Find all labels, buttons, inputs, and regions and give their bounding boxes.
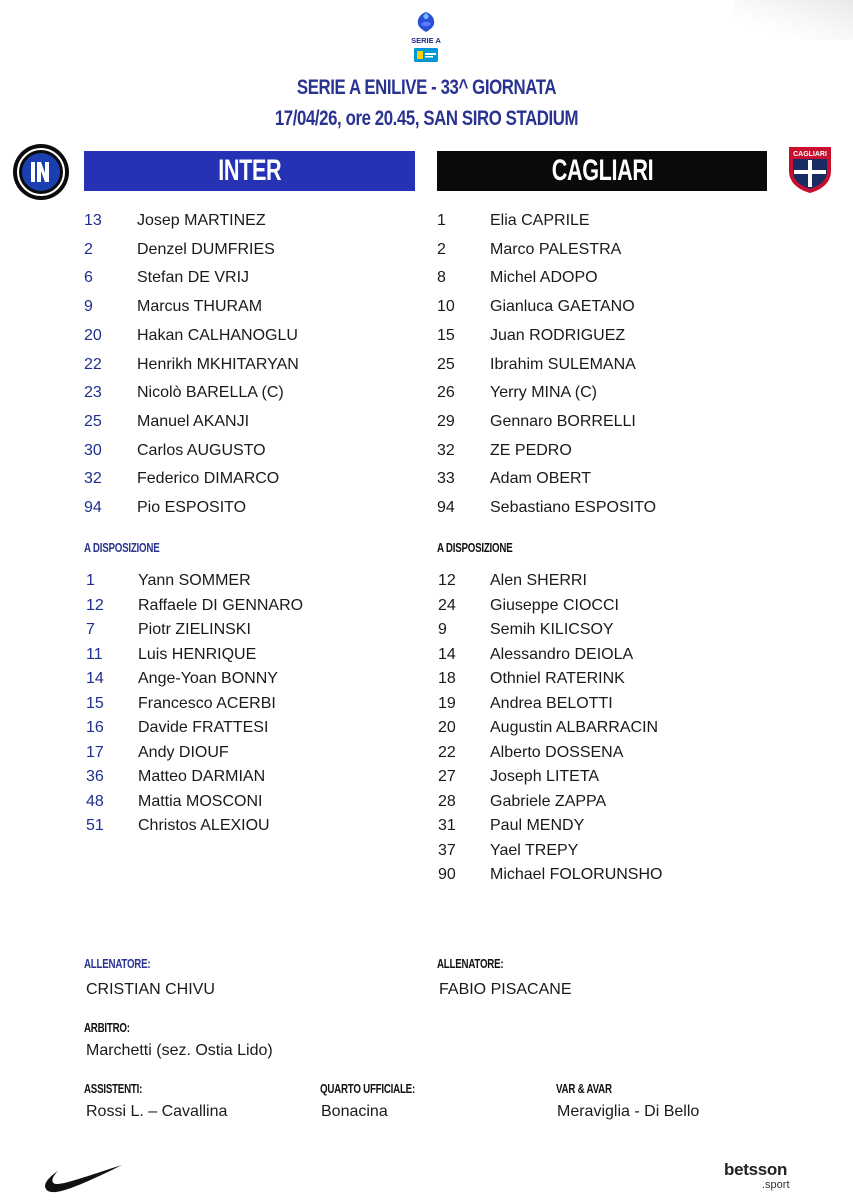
player-name: Hakan CALHANOGLU xyxy=(137,326,298,344)
player-name: Andrea BELOTTI xyxy=(490,694,613,712)
cagliari-coach-name: FABIO PISACANE xyxy=(439,981,572,998)
player-name: Andy DIOUF xyxy=(138,743,229,761)
player-name: Othniel RATERINK xyxy=(490,670,625,687)
player-number: 29 xyxy=(437,412,455,430)
assistants-names: Rossi L. – Cavallina xyxy=(86,1103,228,1120)
player-number: 23 xyxy=(84,384,102,402)
player-number: 2 xyxy=(84,240,93,258)
player-number: 20 xyxy=(438,719,456,736)
player-number: 36 xyxy=(86,768,104,785)
player-name: Yerry MINA (C) xyxy=(490,384,597,402)
player-name: Elia CAPRILE xyxy=(490,212,590,229)
player-number: 13 xyxy=(84,212,102,229)
player-number: 15 xyxy=(86,694,104,712)
cagliari-subs-label: A DISPOSIZIONE xyxy=(437,541,513,555)
assistants-label: ASSISTENTI: xyxy=(84,1082,143,1096)
player-name: Stefan DE VRIJ xyxy=(137,269,250,287)
player-name: Sebastiano ESPOSITO xyxy=(490,499,657,516)
player-number: 48 xyxy=(86,792,104,810)
player-number: 18 xyxy=(438,670,456,687)
svg-text:CAGLIARI: CAGLIARI xyxy=(793,151,827,158)
player-name: Christos ALEXIOU xyxy=(138,817,270,834)
player-name: Joseph LITETA xyxy=(490,768,600,785)
player-name: Pio ESPOSITO xyxy=(137,499,247,516)
player-number: 9 xyxy=(438,621,447,638)
player-name: Federico DIMARCO xyxy=(137,470,280,488)
player-number: 94 xyxy=(437,499,455,516)
player-number: 31 xyxy=(438,817,456,834)
player-number: 27 xyxy=(438,768,456,785)
nike-swoosh-icon xyxy=(44,1163,124,1193)
cagliari-team-bar xyxy=(437,151,767,191)
player-name: Ibrahim SULEMANA xyxy=(490,355,636,373)
player-name: Augustin ALBARRACIN xyxy=(490,719,659,736)
player-name: Yael TREPY xyxy=(490,841,579,859)
player-name: Alen SHERRI xyxy=(490,572,587,589)
player-name: Henrikh MKHITARYAN xyxy=(137,355,299,373)
player-number: 10 xyxy=(437,298,455,316)
player-number: 32 xyxy=(84,470,102,488)
player-name: Alberto DOSSENA xyxy=(490,743,624,761)
player-number: 33 xyxy=(437,470,455,488)
inter-team-name: INTER xyxy=(218,154,281,187)
inter-coach-label: ALLENATORE: xyxy=(84,957,151,971)
player-name: Carlos AUGUSTO xyxy=(137,441,266,459)
player-name: Alessandro DEIOLA xyxy=(490,645,634,663)
betsson-logo: betsson xyxy=(724,1160,788,1179)
corner-shade xyxy=(733,0,853,40)
player-number: 9 xyxy=(84,298,93,316)
player-number: 17 xyxy=(86,743,104,761)
player-name: Michael FOLORUNSHO xyxy=(490,866,663,883)
player-name: Luis HENRIQUE xyxy=(138,645,257,663)
player-number: 22 xyxy=(438,743,456,761)
player-number: 22 xyxy=(84,355,102,373)
cagliari-crest-icon xyxy=(785,143,835,195)
cagliari-coach-label: ALLENATORE: xyxy=(437,957,504,971)
player-name: Nicolò BARELLA (C) xyxy=(137,384,284,402)
player-name: Raffaele DI GENNARO xyxy=(138,596,304,614)
inter-coach-name: CRISTIAN CHIVU xyxy=(86,981,215,998)
svg-text:SERIE A: SERIE A xyxy=(411,36,441,45)
player-name: Denzel DUMFRIES xyxy=(137,240,275,258)
player-name: Gabriele ZAPPA xyxy=(490,792,607,810)
player-number: 19 xyxy=(438,694,456,712)
player-number: 25 xyxy=(84,412,102,430)
player-name: Semih KILICSOY xyxy=(490,621,614,638)
competition-round: SERIE A ENILIVE - 33^ GIORNATA xyxy=(296,76,557,99)
player-name: Juan RODRIGUEZ xyxy=(490,326,626,344)
player-name: Marcus THURAM xyxy=(137,298,263,316)
player-number: 24 xyxy=(438,596,456,614)
player-number: 51 xyxy=(86,817,104,834)
player-number: 6 xyxy=(84,269,93,287)
player-name: Yann SOMMER xyxy=(138,572,251,589)
player-name: Manuel AKANJI xyxy=(137,412,250,430)
player-number: 1 xyxy=(86,572,95,589)
player-name: Gianluca GAETANO xyxy=(490,298,635,316)
inter-subs-label: A DISPOSIZIONE xyxy=(84,541,160,555)
player-number: 2 xyxy=(437,240,446,258)
player-number: 32 xyxy=(437,441,455,459)
player-name: Mattia MOSCONI xyxy=(138,792,263,810)
player-name: ZE PEDRO xyxy=(490,441,572,459)
player-name: Piotr ZIELINSKI xyxy=(138,621,251,638)
player-number: 37 xyxy=(438,841,456,859)
player-number: 15 xyxy=(437,326,455,344)
player-name: Michel ADOPO xyxy=(490,269,598,287)
player-number: 16 xyxy=(86,719,104,736)
player-number: 30 xyxy=(84,441,102,459)
var-names: Meraviglia - Di Bello xyxy=(557,1103,700,1120)
referee-name: Marchetti (sez. Ostia Lido) xyxy=(86,1042,273,1059)
fourth-official-label: QUARTO UFFICIALE: xyxy=(320,1082,415,1096)
player-name: Marco PALESTRA xyxy=(490,240,622,258)
player-name: Davide FRATTESI xyxy=(138,719,269,736)
player-number: 12 xyxy=(438,572,456,589)
player-number: 28 xyxy=(438,792,456,810)
player-number: 14 xyxy=(438,645,456,663)
player-number: 25 xyxy=(437,355,455,373)
player-number: 8 xyxy=(437,269,446,287)
inter-crest-icon xyxy=(12,143,70,201)
player-number: 1 xyxy=(437,212,446,229)
cagliari-team-name: CAGLIARI xyxy=(551,154,653,187)
player-name: Giuseppe CIOCCI xyxy=(490,596,619,614)
player-number: 26 xyxy=(437,384,455,402)
betsson-sport-text: .sport xyxy=(762,1179,790,1191)
serie-a-logo xyxy=(408,10,444,66)
player-name: Ange-Yoan BONNY xyxy=(138,670,278,687)
player-number: 90 xyxy=(438,866,456,883)
referee-label: ARBITRO: xyxy=(84,1021,130,1035)
player-number: 11 xyxy=(86,645,103,663)
player-number: 14 xyxy=(86,670,104,687)
player-number: 94 xyxy=(84,499,102,516)
player-name: Josep MARTINEZ xyxy=(137,212,266,229)
match-date-venue: 17/04/26, ore 20.45, SAN SIRO STADIUM xyxy=(274,107,579,130)
var-label: VAR & AVAR xyxy=(556,1082,612,1096)
player-name: Adam OBERT xyxy=(490,470,592,488)
fourth-official-name: Bonacina xyxy=(321,1103,388,1120)
player-name: Matteo DARMIAN xyxy=(138,768,266,785)
player-name: Francesco ACERBI xyxy=(138,694,276,712)
player-number: 12 xyxy=(86,596,104,614)
player-number: 7 xyxy=(86,621,95,638)
inter-team-bar xyxy=(84,151,415,191)
player-name: Paul MENDY xyxy=(490,817,585,834)
player-name: Gennaro BORRELLI xyxy=(490,412,636,430)
player-number: 20 xyxy=(84,326,102,344)
